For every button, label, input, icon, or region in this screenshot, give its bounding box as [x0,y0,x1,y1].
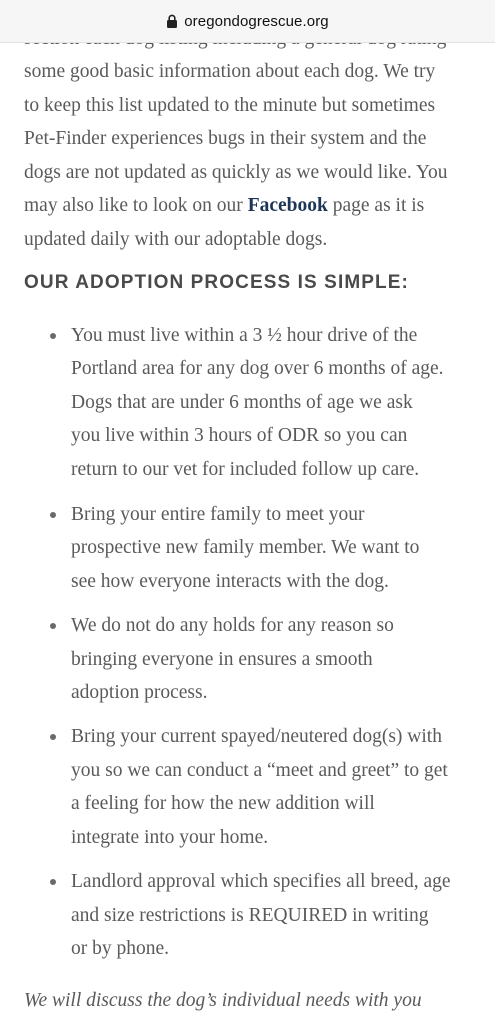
step-line: you live within 3 hours of ODR so you can [71,425,408,447]
step-line: or by phone. [71,937,170,959]
bottom-partial-line: We will discuss the dog’s individual needs with you [24,990,422,1011]
adoption-process-heading: OUR ADOPTION PROCESS IS SIMPLE: [24,272,409,293]
url-text: oregondogrescue.org [184,12,329,30]
list-item [0,319,495,486]
facebook-link[interactable]: Facebook [247,195,328,217]
step-line: a feeling for how the new addition will [71,793,375,815]
bullet-icon [50,333,56,339]
page-content [0,42,495,1011]
list-item [0,720,495,854]
step-line: bringing everyone in ensures a smooth [71,648,373,670]
bullet-icon [50,734,56,740]
step-line: Portland area for any dog over 6 months of age. [71,358,444,380]
intro-line: to keep this list updated to the minute but sometimes [24,94,436,116]
intro-line: updated daily with our adoptable dogs. [24,228,328,250]
step-line: We do not do any holds for any reason so [71,615,394,637]
step-line: return to our vet for included follow up care. [71,458,420,480]
step-line: you so we can conduct a “meet and greet” to get [71,759,448,781]
step-line: and size restrictions is REQUIRED in writing [71,904,429,926]
step-line: adoption process. [71,682,208,704]
step-line: Landlord approval which specifies all breed, age [71,871,451,893]
step-line: integrate into your home. [71,826,269,848]
intro-paragraph [24,55,476,257]
step-line: prospective new family member. We want to [71,537,420,559]
bullet-icon [50,623,56,629]
intro-line: Pet-Finder experiences bugs in their system and the [24,128,427,150]
step-line: You must live within a 3 ½ hour drive of the [71,325,418,346]
bullet-icon [50,512,56,518]
intro-line [24,189,476,223]
step-line: Bring your current spayed/neutered dog(s) with [71,726,442,748]
browser-url-bar[interactable] [0,0,495,43]
lock-icon [166,14,178,28]
adoption-steps-list [0,319,495,965]
bullet-icon [50,879,56,885]
list-item [0,609,495,709]
intro-text: may also like to look on our [24,195,248,217]
list-item [0,865,495,965]
step-line: see how everyone interacts with the dog. [71,570,389,592]
list-item [0,498,495,598]
intro-text: page as it is [327,195,425,217]
intro-line: dogs are not updated as quickly as we would like. You [24,161,448,183]
intro-line: some good basic information about each dog. We try [24,61,436,82]
step-line: Dogs that are under 6 months of age we ask [71,391,413,413]
step-line: Bring your entire family to meet your [71,504,365,526]
